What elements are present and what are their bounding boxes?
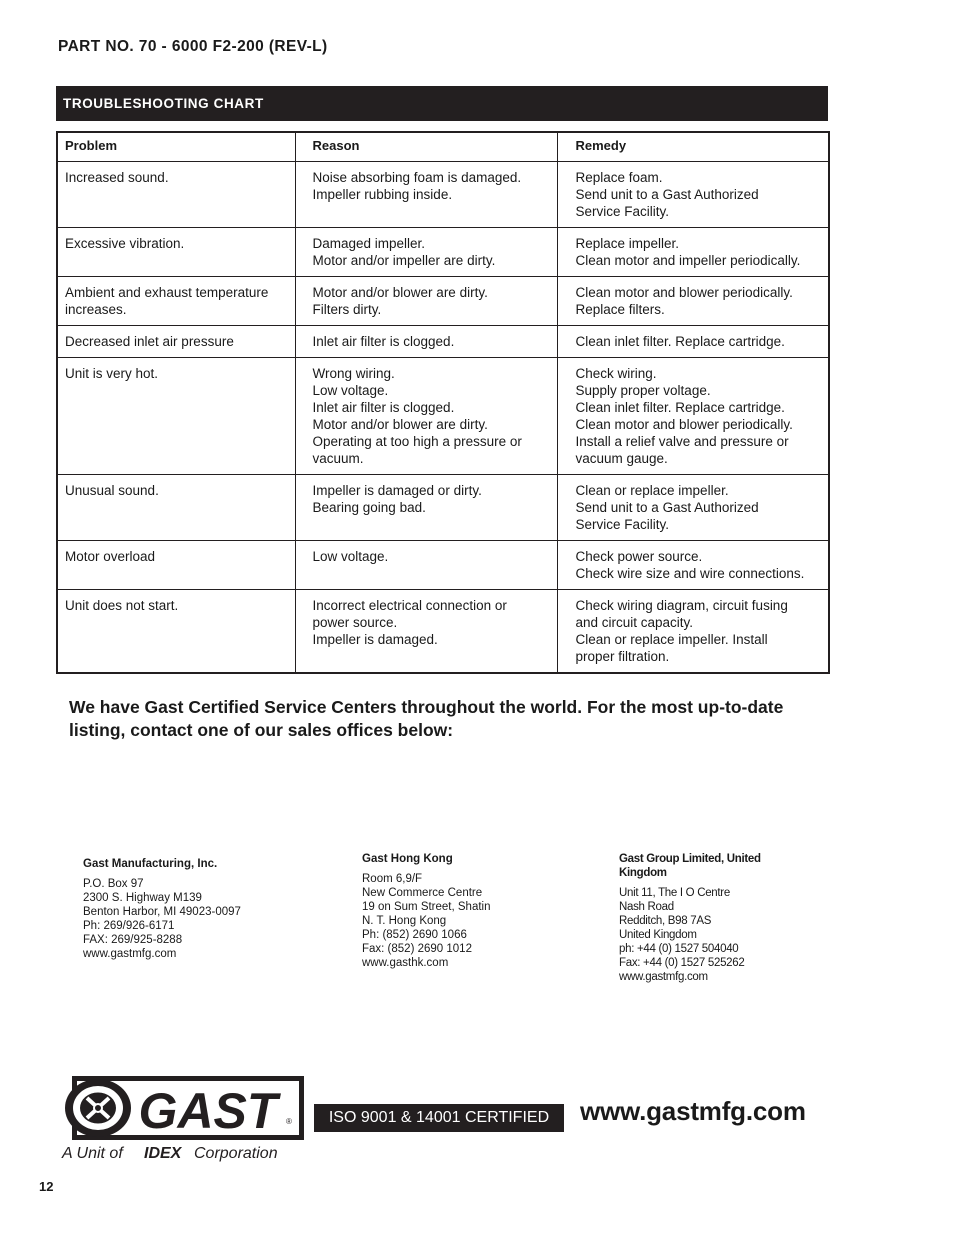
reason-text-line: power source. xyxy=(312,615,398,630)
idex-logo: IDEX xyxy=(144,1145,182,1162)
reason-cell xyxy=(295,541,557,590)
office-line: 2300 S. Highway M139 xyxy=(83,892,202,904)
office-line: P.O. Box 97 xyxy=(83,878,144,890)
table-row xyxy=(57,541,829,590)
reason-text-line: Noise absorbing foam is damaged. xyxy=(312,170,522,185)
website-url[interactable]: www.gastmfg.com xyxy=(580,1096,806,1126)
table-row xyxy=(57,358,829,475)
troubleshooting-table xyxy=(56,131,830,674)
table-row xyxy=(57,277,829,326)
remedy-text-line: Service Facility. xyxy=(575,204,670,219)
remedy-cell xyxy=(557,326,829,358)
service-centers-notice: We have Gast Certified Service Centers throughout the world. For the most up-to-date listing, contact one of our sales offices below: xyxy=(69,697,784,740)
logo-wordmark: GAST xyxy=(138,1083,278,1139)
logo-tagline-prefix: A Unit of xyxy=(62,1145,123,1162)
problem-cell xyxy=(57,590,295,674)
remedy-text-line: Send unit to a Gast Authorized xyxy=(575,187,759,202)
office-gast-uk xyxy=(619,852,789,984)
remedy-text-line: Clean inlet filter. Replace cartridge. xyxy=(575,400,785,415)
remedy-text-line: Replace foam. xyxy=(575,170,663,185)
table-body xyxy=(57,162,829,674)
reason-text-line: Low voltage. xyxy=(312,549,389,564)
problem-cell xyxy=(57,277,295,326)
remedy-text-line: Service Facility. xyxy=(575,517,670,532)
problem-text-line: Ambient and exhaust temperature xyxy=(65,285,269,300)
problem-cell xyxy=(57,475,295,541)
problem-text-line: Unit does not start. xyxy=(65,598,179,613)
remedy-text-line: Clean motor and impeller periodically. xyxy=(575,253,801,268)
reason-text-line: Damaged impeller. xyxy=(312,236,426,251)
logo-registered: ® xyxy=(286,1117,292,1126)
office-line: www.gasthk.com xyxy=(362,957,449,969)
remedy-text-line: vacuum gauge. xyxy=(575,451,668,466)
reason-cell xyxy=(295,277,557,326)
reason-cell xyxy=(295,358,557,475)
remedy-text-line: Clean inlet filter. Replace cartridge. xyxy=(575,334,785,349)
office-line: Redditch, B98 7AS xyxy=(619,915,712,927)
page-number: 12 xyxy=(39,1179,54,1194)
reason-cell xyxy=(295,475,557,541)
office-line: www.gastmfg.com xyxy=(619,971,708,983)
table-row xyxy=(57,475,829,541)
problem-text-line: increases. xyxy=(65,302,127,317)
office-line: N. T. Hong Kong xyxy=(362,915,447,927)
remedy-cell xyxy=(557,590,829,674)
reason-text-line: Impeller is damaged or dirty. xyxy=(312,483,482,498)
remedy-text-line: Check wiring. xyxy=(575,366,657,381)
remedy-cell xyxy=(557,541,829,590)
remedy-cell xyxy=(557,358,829,475)
reason-text-line: Impeller is damaged. xyxy=(312,632,438,647)
reason-text-line: Low voltage. xyxy=(312,383,389,398)
column-header-problem: Problem xyxy=(57,132,295,162)
office-gast-hong-kong xyxy=(362,852,562,970)
office-line: Room 6,9/F xyxy=(362,873,423,885)
office-line: 19 on Sum Street, Shatin xyxy=(362,901,491,913)
reason-cell xyxy=(295,162,557,228)
problem-cell xyxy=(57,541,295,590)
office-line: United Kingdom xyxy=(619,929,697,941)
remedy-text-line: Replace impeller. xyxy=(575,236,680,251)
problem-text-line: Motor overload xyxy=(65,549,156,564)
remedy-text-line: Check wire size and wire connections. xyxy=(575,566,805,581)
remedy-cell xyxy=(557,228,829,277)
reason-text-line: Motor and/or impeller are dirty. xyxy=(312,253,496,268)
reason-text-line: Operating at too high a pressure or xyxy=(312,434,522,449)
remedy-text-line: Check power source. xyxy=(575,549,703,564)
table-row xyxy=(57,228,829,277)
office-address xyxy=(83,877,283,961)
remedy-cell xyxy=(557,475,829,541)
office-line: Nash Road xyxy=(619,901,674,913)
remedy-text-line: Install a relief valve and pressure or xyxy=(575,434,789,449)
reason-text-line: Motor and/or blower are dirty. xyxy=(312,285,488,300)
reason-text-line: Wrong wiring. xyxy=(312,366,395,381)
problem-cell xyxy=(57,326,295,358)
office-line: Unit 11, The I O Centre xyxy=(619,887,730,899)
remedy-text-line: Clean or replace impeller. Install xyxy=(575,632,768,647)
iso-certified-badge: ISO 9001 & 14001 CERTIFIED xyxy=(314,1104,564,1132)
remedy-text-line: and circuit capacity. xyxy=(575,615,694,630)
column-header-remedy: Remedy xyxy=(557,132,829,162)
remedy-text-line: Replace filters. xyxy=(575,302,665,317)
office-name: Gast Hong Kong xyxy=(362,853,453,865)
table-header-row xyxy=(57,132,829,162)
table-row xyxy=(57,326,829,358)
remedy-text-line: Clean or replace impeller. xyxy=(575,483,729,498)
office-line: ph: +44 (0) 1527 504040 xyxy=(619,943,739,955)
reason-cell xyxy=(295,326,557,358)
part-number: PART NO. 70 - 6000 F2-200 (REV-L) xyxy=(58,38,328,55)
table-row xyxy=(57,590,829,674)
gast-logo xyxy=(58,1076,308,1164)
problem-text-line: Decreased inlet air pressure xyxy=(65,334,234,349)
problem-text-line: Unit is very hot. xyxy=(65,366,159,381)
office-line: New Commerce Centre xyxy=(362,887,483,899)
remedy-text-line: Check wiring diagram, circuit fusing xyxy=(575,598,788,613)
problem-cell xyxy=(57,358,295,475)
reason-text-line: Inlet air filter is clogged. xyxy=(312,334,455,349)
reason-text-line: Incorrect electrical connection or xyxy=(312,598,507,613)
reason-text-line: Impeller rubbing inside. xyxy=(312,187,453,202)
reason-text-line: Motor and/or blower are dirty. xyxy=(312,417,488,432)
office-name: Gast Group Limited, United Kingdom xyxy=(619,853,761,879)
office-line: Ph: 269/926-6171 xyxy=(83,920,175,932)
remedy-text-line: Clean motor and blower periodically. xyxy=(575,417,793,432)
office-line: Benton Harbor, MI 49023-0097 xyxy=(83,906,241,918)
remedy-text-line: Clean motor and blower periodically. xyxy=(575,285,793,300)
reason-cell xyxy=(295,590,557,674)
logo-tagline-suffix: Corporation xyxy=(194,1145,278,1162)
remedy-text-line: Send unit to a Gast Authorized xyxy=(575,500,759,515)
table-row xyxy=(57,162,829,228)
office-name: Gast Manufacturing, Inc. xyxy=(83,858,218,870)
problem-text-line: Unusual sound. xyxy=(65,483,159,498)
problem-cell xyxy=(57,162,295,228)
office-line: Ph: (852) 2690 1066 xyxy=(362,929,467,941)
remedy-cell xyxy=(557,277,829,326)
problem-cell xyxy=(57,228,295,277)
remedy-text-line: Supply proper voltage. xyxy=(575,383,711,398)
office-line: FAX: 269/925-8288 xyxy=(83,934,183,946)
column-header-reason: Reason xyxy=(295,132,557,162)
problem-text-line: Excessive vibration. xyxy=(65,236,185,251)
office-gast-manufacturing xyxy=(83,857,283,961)
chart-title: TROUBLESHOOTING CHART xyxy=(56,86,828,121)
reason-text-line: vacuum. xyxy=(312,451,364,466)
reason-text-line: Inlet air filter is clogged. xyxy=(312,400,455,415)
reason-cell xyxy=(295,228,557,277)
reason-text-line: Bearing going bad. xyxy=(312,500,426,515)
office-line: www.gastmfg.com xyxy=(83,948,177,960)
remedy-text-line: proper filtration. xyxy=(575,649,670,664)
remedy-cell xyxy=(557,162,829,228)
office-line: Fax: (852) 2690 1012 xyxy=(362,943,472,955)
office-address xyxy=(362,872,562,970)
problem-text-line: Increased sound. xyxy=(65,170,169,185)
office-address xyxy=(619,886,789,984)
office-line: Fax: +44 (0) 1527 525262 xyxy=(619,957,745,969)
reason-text-line: Filters dirty. xyxy=(312,302,382,317)
